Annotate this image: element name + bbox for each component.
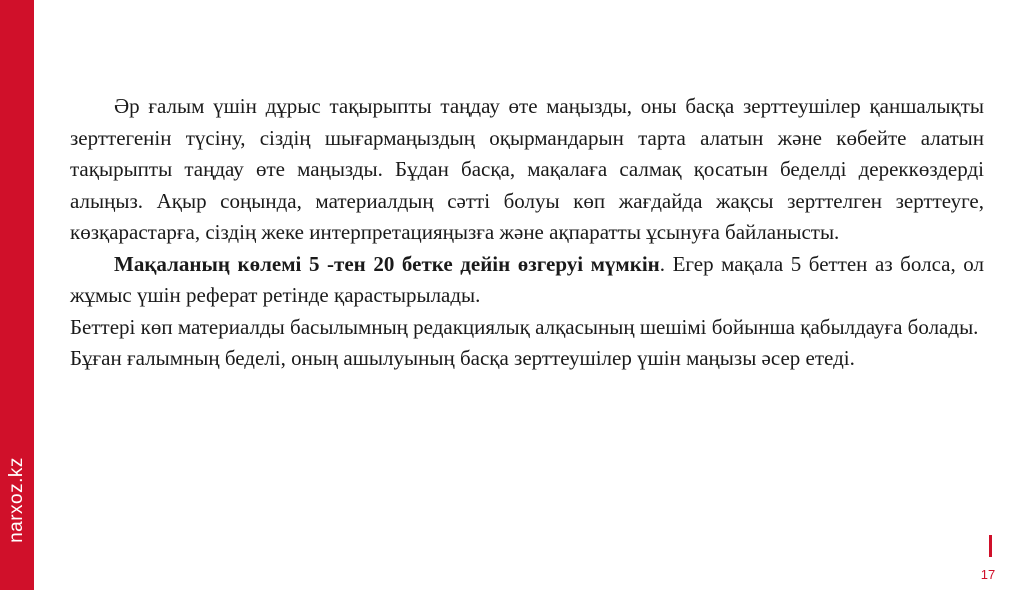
paragraph-topic-choice: Әр ғалым үшін дұрыс тақырыпты таңдау өте маңызды, оны басқа зерттеушілер қаншалықты зерттегенін түсіну, сіздің шығармаңыздың оқырмандарын тарта алатын және көбейте алатын тақырыпты таңдау өте маңызды. Бұдан басқа, мақалаға салмақ қосатын беделді дереккөздерді алыңыз. Ақыр соңында, материалдың сәтті болуы көп жағдайда жақсы зерттелген зерттеуге, көзқарастарға, сіздің жеке интерпретацияңызға және ақпаратты ұсынуға байланысты. (70, 94, 984, 244)
slide-body (70, 91, 984, 375)
paragraph-article-length (70, 249, 984, 312)
paragraph-scientist-reputation: Бұған ғалымның беделі, оның ашылуының басқа зерттеушілер үшін маңызы әсер етеді. (70, 346, 855, 370)
article-length-text: . Егер мақала 5 беттен аз болса, ол жұмыс үшін реферат ретінде қарастырылады. (70, 251, 984, 307)
page-marker-line (989, 535, 992, 557)
article-length-bold-text: Мақаланың көлемі 5 -тен 20 бетке дейін өзгеруі мүмкін (114, 251, 660, 276)
brand-sidebar (0, 0, 34, 590)
site-label: narxoz.kz (6, 457, 27, 543)
page-number: 17 (980, 567, 996, 582)
paragraph-editorial-board: Беттері көп материалды басылымның редакциялық алқасының шешімі бойынша қабылдауға болады. (70, 314, 979, 339)
